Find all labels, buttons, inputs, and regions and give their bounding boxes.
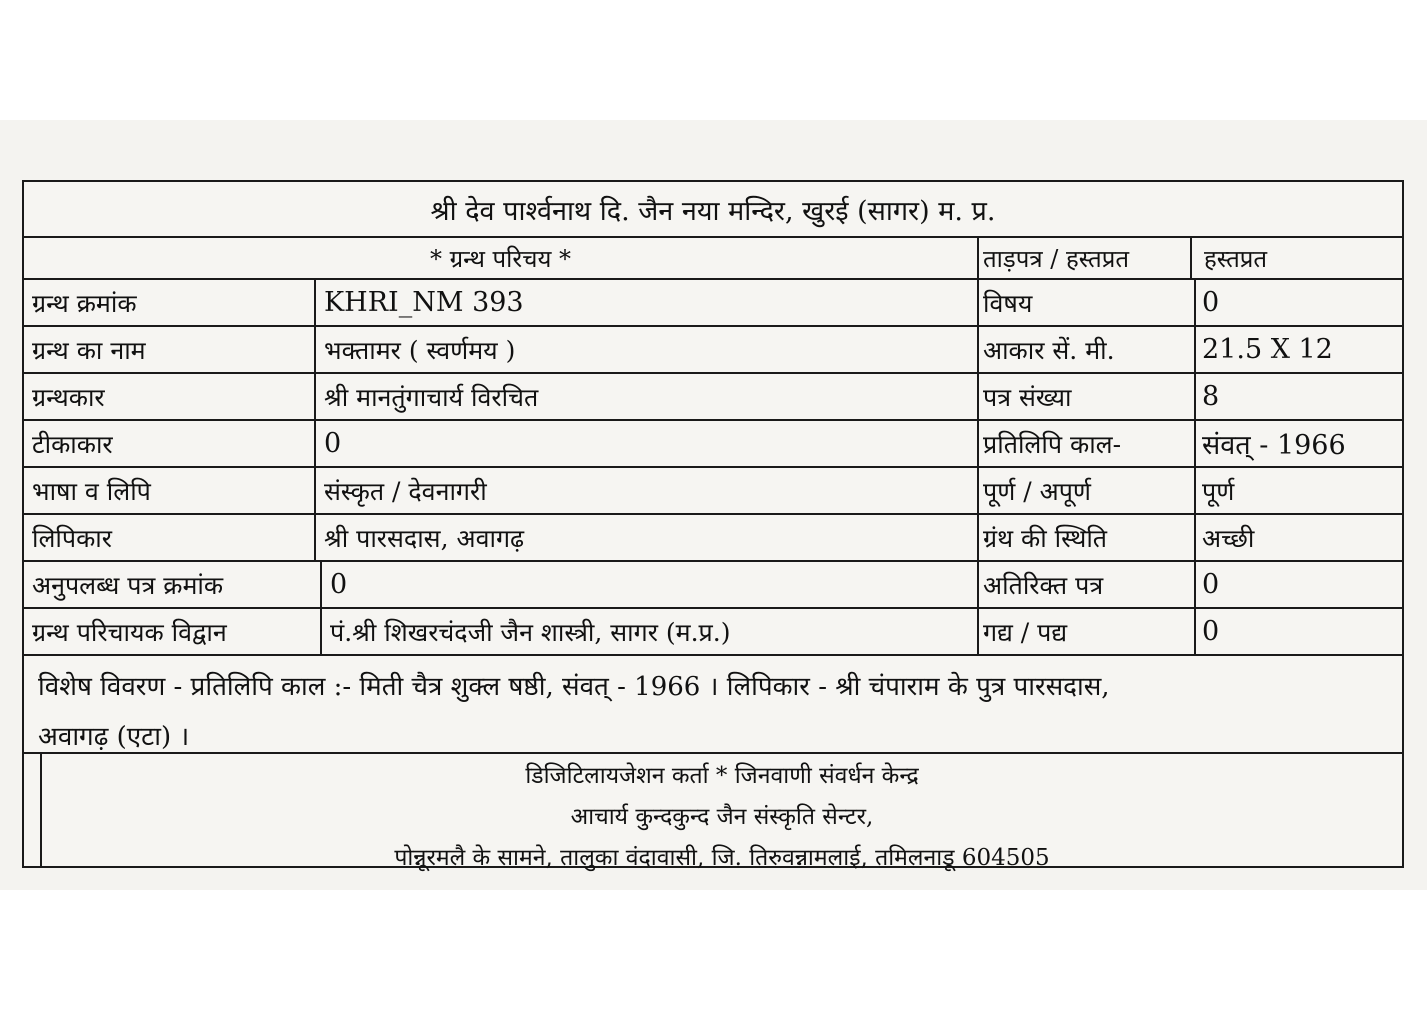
row-label: ग्रन्थ का नाम — [32, 335, 146, 365]
table-row — [24, 327, 1402, 374]
row-label-2: प्रतिलिपि काल- — [977, 421, 1194, 466]
row-label: अनुपलब्ध पत्र क्रमांक — [32, 570, 224, 600]
row-value-2: संवत् - 1966 — [1194, 421, 1404, 466]
row-value: संस्कृत / देवनागरी — [314, 468, 977, 513]
table-row — [24, 562, 1402, 609]
special-notes — [24, 656, 1402, 754]
temple-title: श्री देव पार्श्वनाथ दि. जैन नया मन्दिर, खुरई (सागर) म. प्र. — [430, 195, 996, 227]
type-value: हस्तप्रत — [1190, 238, 1404, 278]
table-row — [24, 421, 1402, 468]
row-label: लिपिकार — [32, 523, 113, 553]
header-row — [24, 238, 1402, 280]
row-label-2: गद्य / पद्य — [977, 609, 1194, 654]
row-value: पं.श्री शिखरचंदजी जैन शास्त्री, सागर (म.प्र.) — [320, 609, 977, 654]
row-label: ग्रन्थ परिचायक विद्वान — [32, 617, 227, 647]
row-label: भाषा व लिपि — [32, 476, 151, 506]
row-value-2: 21.5 X 12 — [1194, 327, 1404, 372]
row-value-2: 0 — [1194, 609, 1404, 654]
footer-line-2: आचार्य कुन्दकुन्द जैन संस्कृति सेन्टर, — [570, 804, 874, 830]
title-row — [24, 182, 1402, 238]
notes-line-2: अवागढ़ (एटा) । — [38, 722, 190, 752]
row-value: श्री पारसदास, अवागढ़ — [314, 515, 977, 560]
row-value: 0 — [314, 421, 977, 466]
row-label-2: अतिरिक्त पत्र — [977, 562, 1194, 607]
row-label: टीकाकार — [32, 429, 113, 459]
footer-line-3: पोन्नूरमलै के सामने, तालुका वंदावासी, जि. तिरुवन्नामलाई, तमिलनाडू 604505 — [394, 845, 1050, 871]
row-value-2: 0 — [1194, 280, 1404, 325]
table-row — [24, 374, 1402, 421]
row-value: श्री मानतुंगाचार्य विरचित — [314, 374, 977, 419]
row-label: ग्रन्थ क्रमांक — [32, 288, 137, 318]
digitization-footer — [40, 754, 1402, 871]
row-label-2: पूर्ण / अपूर्ण — [977, 468, 1194, 513]
row-value-2: 0 — [1194, 562, 1404, 607]
notes-line-1: विशेष विवरण - प्रतिलिपि काल :- मिती चैत्र शुक्ल षष्ठी, संवत् - 1966 । लिपिकार - श्री चंपाराम के पुत्र पारसदास, — [38, 672, 1110, 702]
table-row — [24, 468, 1402, 515]
row-value-2: 8 — [1194, 374, 1404, 419]
row-label: ग्रन्थकार — [32, 382, 105, 412]
table-row — [24, 609, 1402, 656]
section-heading: * ग्रन्थ परिचय * — [430, 244, 571, 273]
row-value-2: पूर्ण — [1194, 468, 1404, 513]
row-label-2: पत्र संख्या — [977, 374, 1194, 419]
row-label-2: ग्रंथ की स्थिति — [977, 515, 1194, 560]
footer-line-1: डिजिटिलायजेशन कर्ता * जिनवाणी संवर्धन केन्द्र — [525, 763, 919, 789]
row-value: 0 — [320, 562, 977, 607]
row-value: भक्तामर ( स्वर्णमय ) — [314, 327, 977, 372]
row-label-2: आकार सें. मी. — [977, 327, 1194, 372]
table-row — [24, 280, 1402, 327]
row-label-2: विषय — [977, 280, 1194, 325]
row-value-2: अच्छी — [1194, 515, 1404, 560]
type-label: ताड़पत्र / हस्तप्रत — [977, 238, 1190, 278]
manuscript-info-card — [22, 180, 1404, 871]
table-row — [24, 515, 1402, 562]
row-value: KHRI_NM 393 — [314, 280, 977, 325]
